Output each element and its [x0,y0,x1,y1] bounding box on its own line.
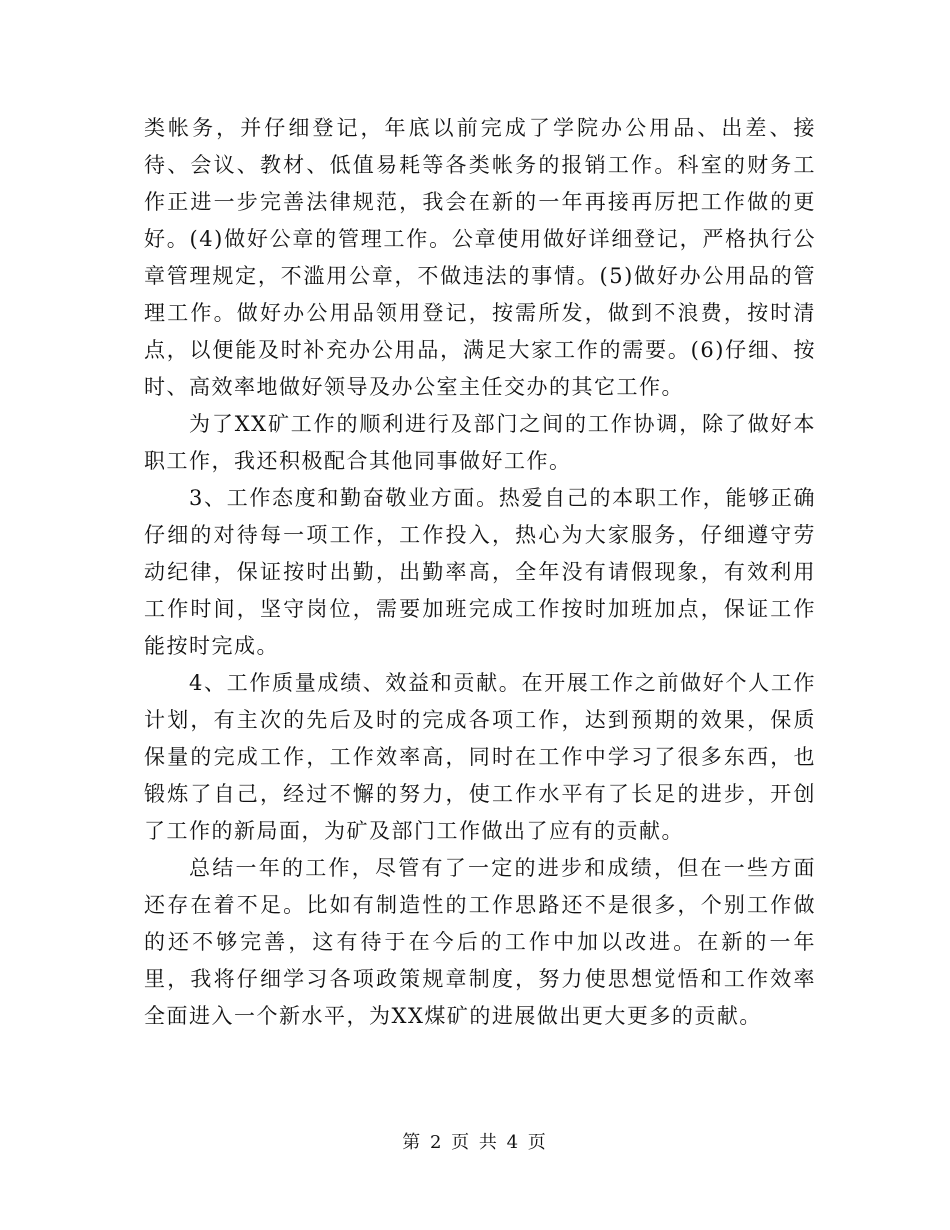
paragraph-work-quality: 4、工作质量成绩、效益和贡献。在开展工作之前做好个人工作计划，有主次的先后及时的完成各项工作，达到预期的效果，保质保量的完成工作，工作效率高，同时在工作中学习了很多东西，也锻炼了自己，经过不懈的努力，使工作水平有了长足的进步，开创了工作的新局面，为矿及部门工作做出了应有的贡献。 [144,671,816,843]
paragraph-cooperation: 为了XX矿工作的顺利进行及部门之间的工作协调，除了做好本职工作，我还积极配合其他同事做好工作。 [144,412,816,473]
paragraph-work-attitude: 3、工作态度和勤奋敬业方面。热爱自己的本职工作，能够正确仔细的对待每一项工作，工作投入，热心为大家服务，仔细遵守劳动纪律，保证按时出勤，出勤率高，全年没有请假现象，有效利用工作时间，坚守岗位，需要加班完成工作按时加班加点，保证工作能按时完成。 [144,486,816,658]
page-number-footer: 第 2 页 共 4 页 [402,1132,548,1153]
paragraph-continuation: 类帐务，并仔细登记，年底以前完成了学院办公用品、出差、接待、会议、教材、低值易耗等各类帐务的报销工作。科室的财务工作正进一步完善法律规范，我会在新的一年再接再厉把工作做的更好。(4)做好公章的管理工作。公章使用做好详细登记，严格执行公章管理规定，不滥用公章，不做违法的事情。(5)做好办公用品的管理工作。做好办公用品领用登记，按需所发，做到不浪费，按时清点，以便能及时补充办公用品，满足大家工作的需要。(6)仔细、按时、高效率地做好领导及办公室主任交办的其它工作。 [144,116,816,399]
paragraph-summary: 总结一年的工作，尽管有了一定的进步和成绩，但在一些方面还存在着不足。比如有制造性的工作思路还不是很多，个别工作做的还不够完善，这有待于在今后的工作中加以改进。在新的一年里，我将仔细学习各项政策规章制度，努力使思想觉悟和工作效率全面进入一个新水平，为XX煤矿的进展做出更大更多的贡献。 [144,856,816,1028]
document-body [144,110,816,1035]
